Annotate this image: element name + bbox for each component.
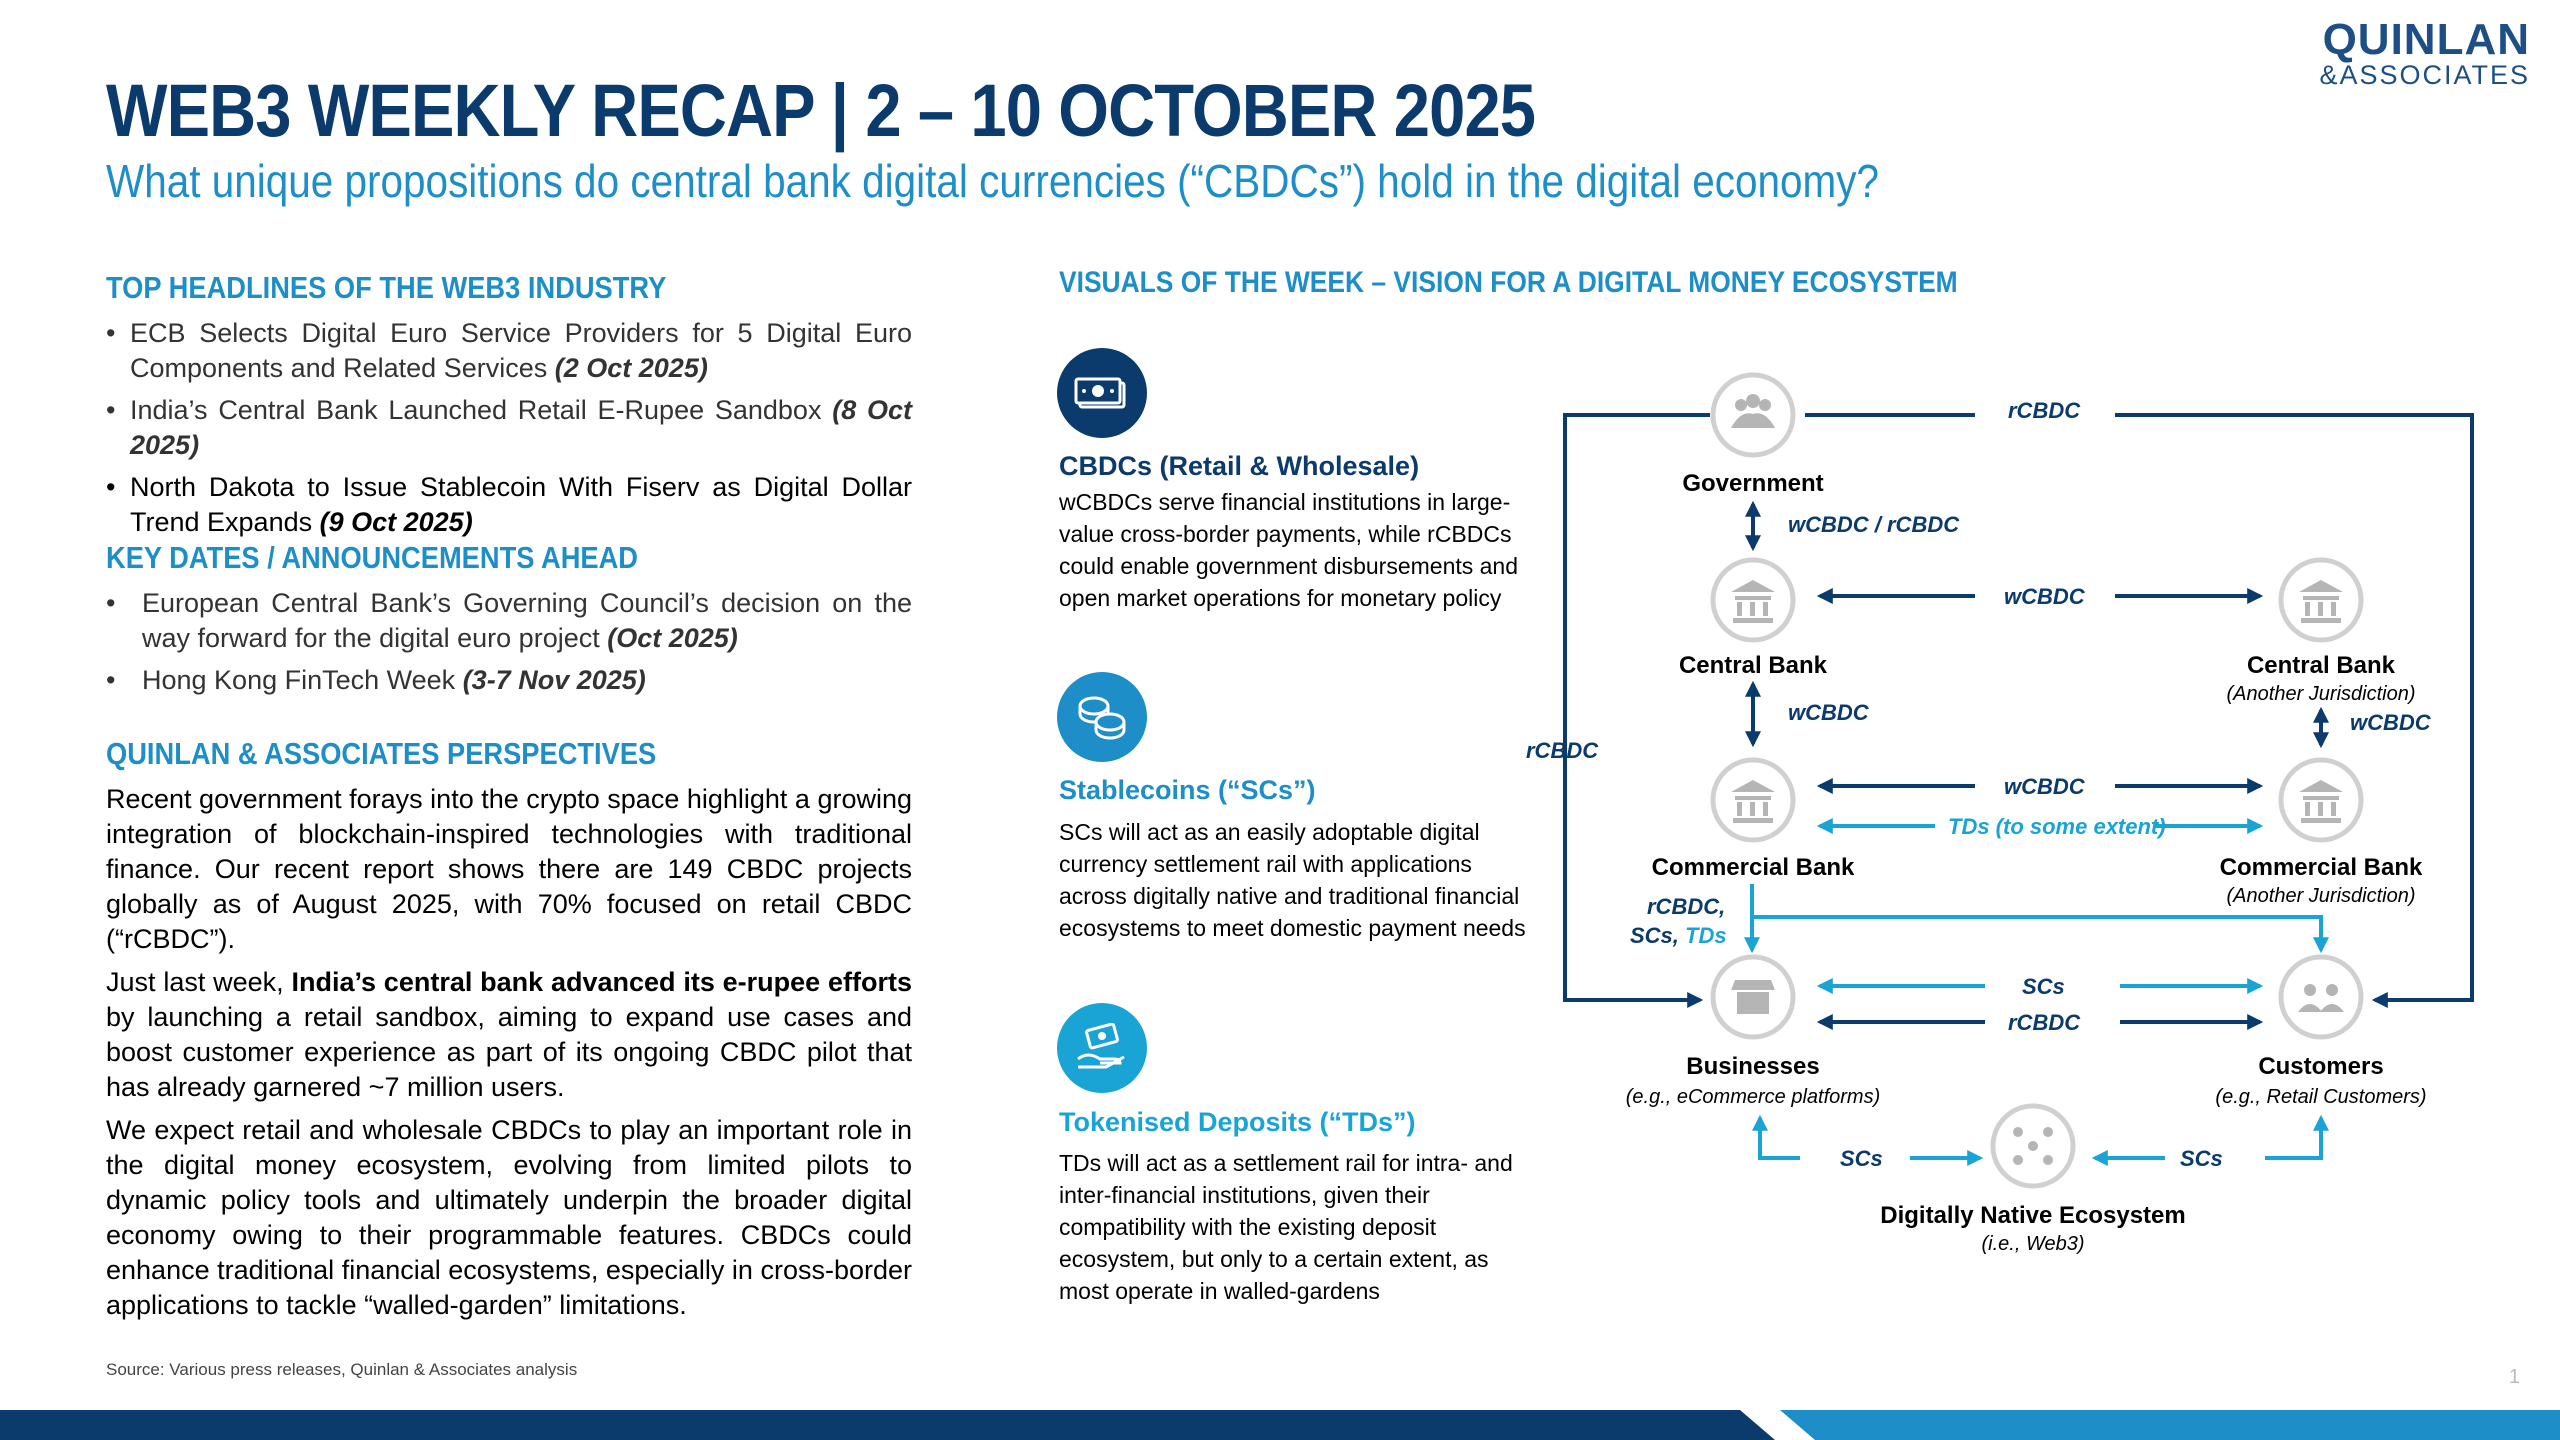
edge-rcbdc-top: rCBDC xyxy=(2008,398,2081,423)
dates-heading: KEY DATES / ANNOUNCEMENTS AHEAD xyxy=(106,540,639,575)
edge-scs-part: SCs, xyxy=(1630,923,1686,948)
edge-scs-tds xyxy=(1630,923,1727,949)
edge-wcbdc-rcbdc: wCBDC / rCBDC xyxy=(1788,512,1960,537)
perspective-p1: Recent government forays into the crypto space highlight a growing integration of blockchain-inspired technologies with traditional finance. Our recent report shows there are 149 CBDC projects globally as of August 2025, with 70% focused on retail CBDC (“rCBDC”). xyxy=(106,784,912,954)
digital-sub: (i.e., Web3) xyxy=(1981,1233,2085,1255)
comm-customer-line xyxy=(1752,917,2321,950)
date-text: Hong Kong FinTech Week xyxy=(142,665,463,695)
date-text: European Central Bank’s Governing Council’s decision on the way forward for the digital euro project xyxy=(142,588,912,653)
edge-scs-right: SCs xyxy=(2180,1146,2223,1171)
edge-tds-part: TDs xyxy=(1685,923,1727,948)
td-title: Tokenised Deposits (“TDs”) xyxy=(1059,1107,1416,1137)
p2-post: by launching a retail sandbox, aiming to expand use cases and boost customer experience as part of its ongoing CBDC pilot that has already garnered ~7 million users. xyxy=(106,1002,912,1102)
td-text: TDs will act as a settlement rail for intra- and inter-financial institutions, given their compatibility with the existing deposit ecosystem, but only to a certain extent, as most operate in walled-gardens xyxy=(1059,1150,1513,1304)
commercial-bank-other-label: Commercial Bank xyxy=(2219,854,2423,881)
date-date: (3-7 Nov 2025) xyxy=(462,665,646,695)
edge-wcbdc-cb-down: wCBDC xyxy=(1788,700,1869,725)
perspectives-heading: QUINLAN & ASSOCIATES PERSPECTIVES xyxy=(106,736,657,771)
edge-wcbdc-cb: wCBDC xyxy=(2004,584,2085,609)
central-bank-other-label: Central Bank xyxy=(2246,652,2396,679)
logo-name: QUINLAN xyxy=(2322,15,2530,64)
digital-label: Digitally Native Ecosystem xyxy=(1880,1202,2186,1229)
rcbdc-right-line xyxy=(2115,415,2472,1000)
customers-node xyxy=(2281,957,2361,1037)
central-bank-other-sub: (Another Jurisdiction) xyxy=(2226,683,2416,705)
edge-scs-biz: SCs xyxy=(2022,974,2065,999)
p2-pre: Just last week, xyxy=(106,967,292,997)
perspective-p3: We expect retail and wholesale CBDCs to play an important role in the digital money ecosystem, evolving from limited pilots to dynamic policy tools and ultimately underpin the broader digital economy owing to their programmable features. CBDCs could enhance traditional financial ecosystems, especially in cross-border applications to tackle “walled-garden” limitations. xyxy=(106,1115,912,1320)
date-date: (Oct 2025) xyxy=(607,623,738,653)
edge-rcbdc-biz: rCBDC xyxy=(2008,1010,2081,1035)
page-number: 1 xyxy=(2508,1366,2520,1388)
headline-date: (9 Oct 2025) xyxy=(319,507,473,537)
headline-text: ECB Selects Digital Euro Service Providers for 5 Digital Euro Components and Related Services xyxy=(130,318,912,383)
businesses-sub: (e.g., eCommerce platforms) xyxy=(1625,1086,1881,1108)
sc-text: SCs will act as an easily adoptable digital currency settlement rail with applications across digitally native and traditional financial ecosystems to meet domestic payment needs xyxy=(1059,819,1526,941)
sc-title: Stablecoins (“SCs”) xyxy=(1059,775,1316,805)
edge-rcbdc-comma: rCBDC, xyxy=(1647,894,1726,919)
page-title: WEB3 WEEKLY RECAP | 2 – 10 OCTOBER 2025 xyxy=(106,69,1536,152)
p2-bold: India’s central bank advanced its e-rupee efforts xyxy=(291,967,912,997)
cbdc-text: wCBDCs serve financial institutions in large-value cross-border payments, while rCBDCs could enable government disbursements and open market operations for monetary policy xyxy=(1059,489,1519,611)
headlines-heading: TOP HEADLINES OF THE WEB3 INDUSTRY xyxy=(106,270,667,305)
logo-sub: &ASSOCIATES xyxy=(2319,60,2530,90)
businesses-label: Businesses xyxy=(1686,1053,1820,1080)
footer-band xyxy=(0,1410,2560,1440)
edge-rcbdc-left: rCBDC xyxy=(1526,738,1599,763)
commercial-bank-label: Commercial Bank xyxy=(1651,854,1855,881)
edge-scs-left: SCs xyxy=(1840,1146,1883,1171)
headline-date: (8 Oct 2025) xyxy=(130,395,912,460)
edge-wcbdc-comm: wCBDC xyxy=(2004,774,2085,799)
customers-sub: (e.g., Retail Customers) xyxy=(2215,1086,2427,1108)
cbdc-title: CBDCs (Retail & Wholesale) xyxy=(1059,451,1420,481)
edge-tds: TDs (to some extent) xyxy=(1948,814,2166,839)
commercial-bank-other-sub: (Another Jurisdiction) xyxy=(2226,885,2416,907)
headline-date: (2 Oct 2025) xyxy=(554,353,708,383)
central-bank-label: Central Bank xyxy=(1678,652,1828,679)
edge-wcbdc-cb-other-down: wCBDC xyxy=(2350,710,2431,735)
scs-right-line xyxy=(2265,1118,2321,1158)
customers-label: Customers xyxy=(2258,1053,2384,1080)
headline-text: India’s Central Bank Launched Retail E-Rupee Sandbox xyxy=(130,395,833,425)
page-subtitle: What unique propositions do central bank digital currencies (“CBDCs”) hold in the digital economy? xyxy=(106,155,1880,207)
scs-left-line xyxy=(1760,1118,1800,1158)
headline-text: North Dakota to Issue Stablecoin With Fiserv as Digital Dollar Trend Expands xyxy=(130,472,912,537)
source-note: Source: Various press releases, Quinlan & Associates analysis xyxy=(106,1360,578,1379)
visuals-heading: VISUALS OF THE WEEK – VISION FOR A DIGITAL MONEY ECOSYSTEM xyxy=(1059,266,1958,299)
government-label: Government xyxy=(1682,470,1824,497)
